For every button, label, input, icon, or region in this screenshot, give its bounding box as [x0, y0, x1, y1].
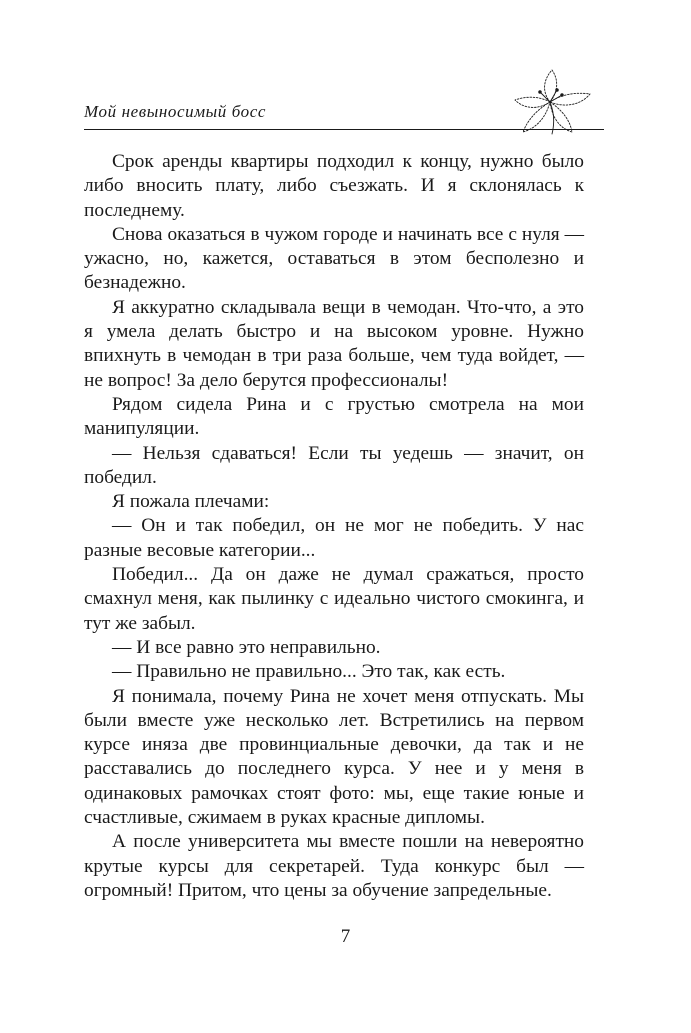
paragraph: А после университета мы вместе пошли на невероятно крутые курсы для секретарей. Туда конкурс был — огромный! Притом, что цены за обучение запредельные. — [84, 831, 584, 901]
lily-ornament-icon — [510, 62, 606, 148]
paragraph: — Нельзя сдаваться! Если ты уедешь — значит, он победил. — [84, 442, 584, 488]
paragraph: Рядом сидела Рина и с грустью смотрела на мои манипуляции. — [84, 393, 584, 440]
page-number: 7 — [340, 926, 351, 947]
chapter-body-text — [84, 150, 584, 903]
paragraph: Я аккуратно складывала вещи в чемодан. Что-что, а это я умела делать быстро и на высоком уровне. Нужно впихнуть в чемодан в три раза больше, чем туда войдет, — не вопрос! За дело берутся профессионалы! — [84, 296, 584, 391]
paragraph: — Правильно не правильно... Это так, как есть. — [112, 661, 506, 683]
paragraph: Срок аренды квартиры подходил к концу, нужно было либо вносить плату, либо съезжать. И я склонялась к последнему. — [84, 151, 584, 221]
paragraph: — Он и так победил, он не мог не победить. У нас разные весовые категории... — [84, 515, 584, 561]
paragraph: — И все равно это неправильно. — [112, 636, 381, 658]
paragraph: Снова оказаться в чужом городе и начинать все с нуля — ужасно, но, кажется, оставаться в этом бесполезно и безнадежно. — [84, 223, 584, 294]
paragraph: Я понимала, почему Рина не хочет меня отпускать. Мы были вместе уже несколько лет. Встретились на первом курсе иняза две провинциальные девочки, да так и не расставались до последнего курса. У нее и у меня в одинаковых рамочках стоят фото: мы, еще такие юные и счастливые, сжимаем в руках красные дипломы. — [84, 685, 584, 829]
paragraph: Я пожала плечами: — [112, 491, 270, 513]
running-title: Мой невыносимый босс — [84, 102, 267, 121]
paragraph: Победил... Да он даже не думал сражаться, просто смахнул меня, как пылинку с идеально чистого смокинга, и тут же забыл. — [84, 564, 584, 634]
